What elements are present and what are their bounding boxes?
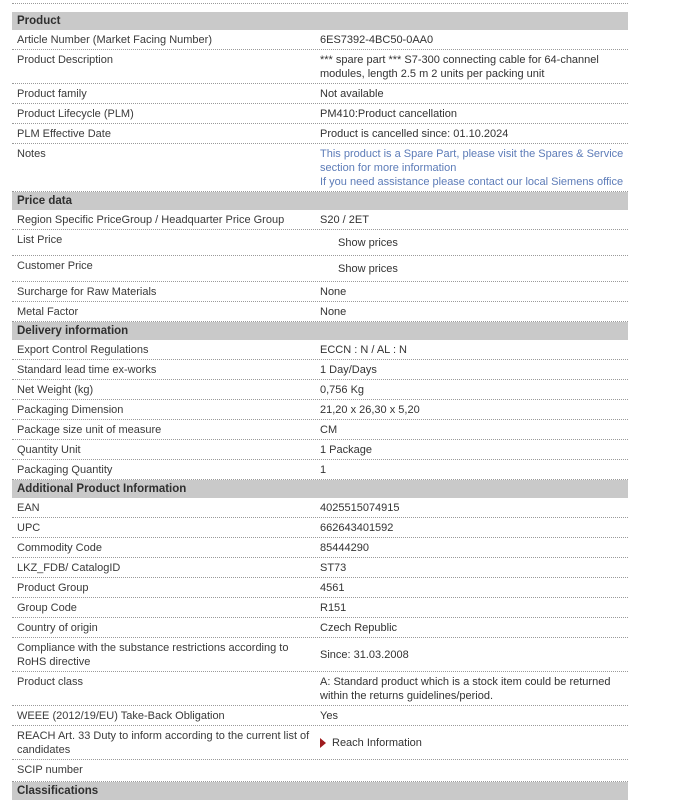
row-label: Region Specific PriceGroup / Headquarter Price Group [17, 214, 285, 226]
product-detail-table [12, 3, 628, 800]
row-label: Export Control Regulations [17, 344, 149, 356]
row-value: 21,20 x 26,30 x 5,20 [320, 404, 420, 416]
row-product-family [12, 84, 628, 104]
row-label: Packaging Quantity [17, 464, 113, 476]
row-label: Product Lifecycle (PLM) [17, 108, 134, 120]
row-value: PM410:Product cancellation [320, 108, 457, 120]
row-customer-price [12, 256, 628, 282]
row-scip-number [12, 760, 628, 782]
section-header-product: Product [12, 12, 628, 30]
row-label: REACH Art. 33 Duty to inform according to the current list of candidates [17, 730, 310, 756]
row-value: ST73 [320, 562, 347, 574]
show-prices-link-customer[interactable]: Show prices [338, 263, 398, 275]
row-lkz-fdb-catalogid [12, 558, 628, 578]
notes-text-spare-part: This product is a Spare Part, please visit the Spares & Service section for more information [320, 148, 624, 174]
row-label: Product family [17, 88, 87, 100]
row-label: Product Group [17, 582, 89, 594]
row-label: Surcharge for Raw Materials [17, 286, 157, 298]
reach-information-link[interactable] [320, 736, 628, 750]
row-product-group [12, 578, 628, 598]
section-header-classifications: Classifications [12, 782, 628, 800]
row-value: Yes [320, 710, 338, 722]
row-value: ECCN : N / AL : N [320, 344, 408, 356]
row-label: EAN [17, 502, 40, 514]
row-product-description [12, 50, 628, 84]
row-label: WEEE (2012/19/EU) Take-Back Obligation [17, 710, 225, 722]
row-net-weight [12, 380, 628, 400]
row-region-price-group [12, 210, 628, 230]
row-label: Product Description [17, 54, 113, 66]
row-label: UPC [17, 522, 41, 534]
arrow-right-icon [320, 738, 326, 748]
section-header-additional-product-information: Additional Product Information [12, 480, 628, 498]
row-upc [12, 518, 628, 538]
row-lead-time [12, 360, 628, 380]
row-value: 85444290 [320, 542, 369, 554]
row-value: S20 / 2ET [320, 214, 369, 226]
row-label: Compliance with the substance restrictions according to RoHS directive [17, 642, 289, 668]
show-prices-link-list[interactable]: Show prices [338, 237, 398, 249]
row-package-size-unit [12, 420, 628, 440]
row-quantity-unit [12, 440, 628, 460]
row-label: Quantity Unit [17, 444, 81, 456]
row-label: Group Code [17, 602, 77, 614]
row-value: 0,756 Kg [320, 384, 365, 396]
row-value: 4561 [320, 582, 345, 594]
row-surcharge-raw-materials [12, 282, 628, 302]
row-value: Czech Republic [320, 622, 398, 634]
row-label: Article Number (Market Facing Number) [17, 34, 212, 46]
row-label: LKZ_FDB/ CatalogID [17, 562, 121, 574]
section-header-price-data: Price data [12, 192, 628, 210]
row-label: Product class [17, 676, 84, 688]
row-rohs-compliance [12, 638, 628, 672]
row-value: 4025515074915 [320, 502, 400, 514]
row-article-number [12, 30, 628, 50]
notes-text-assistance: If you need assistance please contact our local Siemens office [320, 176, 624, 188]
row-label: Standard lead time ex-works [17, 364, 157, 376]
row-packaging-quantity [12, 460, 628, 480]
row-group-code [12, 598, 628, 618]
row-value: A: Standard product which is a stock item could be returned within the returns guidelines/period. [320, 676, 611, 702]
row-value: 662643401592 [320, 522, 394, 534]
row-product-class [12, 672, 628, 706]
row-label: SCIP number [17, 764, 83, 776]
row-metal-factor [12, 302, 628, 322]
row-label: Notes [17, 148, 46, 160]
section-header-delivery-information: Delivery information [12, 322, 628, 340]
row-ean [12, 498, 628, 518]
row-label: List Price [17, 234, 63, 246]
row-value: 1 [320, 464, 327, 476]
row-value: 1 Package [320, 444, 372, 456]
row-label: Metal Factor [17, 306, 79, 318]
row-value: Product is cancelled since: 01.10.2024 [320, 128, 509, 140]
row-label: Net Weight (kg) [17, 384, 94, 396]
row-value: Not available [320, 88, 384, 100]
row-value: CM [320, 424, 338, 436]
row-weee-take-back [12, 706, 628, 726]
row-value: None [320, 306, 347, 318]
row-label: Country of origin [17, 622, 98, 634]
row-notes [12, 144, 628, 192]
row-value: *** spare part *** S7-300 connecting cable for 64-channel modules, length 2.5 m 2 units per packing unit [320, 54, 599, 80]
row-packaging-dimension [12, 400, 628, 420]
row-value: Since: 31.03.2008 [320, 649, 409, 661]
row-value: 6ES7392-4BC50-0AA0 [320, 34, 434, 46]
row-country-of-origin [12, 618, 628, 638]
row-commodity-code [12, 538, 628, 558]
row-value: 1 Day/Days [320, 364, 377, 376]
row-label: PLM Effective Date [17, 128, 111, 140]
row-label: Package size unit of measure [17, 424, 162, 436]
reach-information-label: Reach Information [332, 737, 422, 749]
row-export-control [12, 340, 628, 360]
row-product-lifecycle [12, 104, 628, 124]
row-list-price [12, 230, 628, 256]
row-value: R151 [320, 602, 347, 614]
row-plm-effective-date [12, 124, 628, 144]
row-label: Customer Price [17, 260, 93, 272]
top-divider [12, 3, 628, 4]
row-label: Packaging Dimension [17, 404, 124, 416]
row-reach-duty [12, 726, 628, 760]
row-label: Commodity Code [17, 542, 102, 554]
row-value: None [320, 286, 347, 298]
